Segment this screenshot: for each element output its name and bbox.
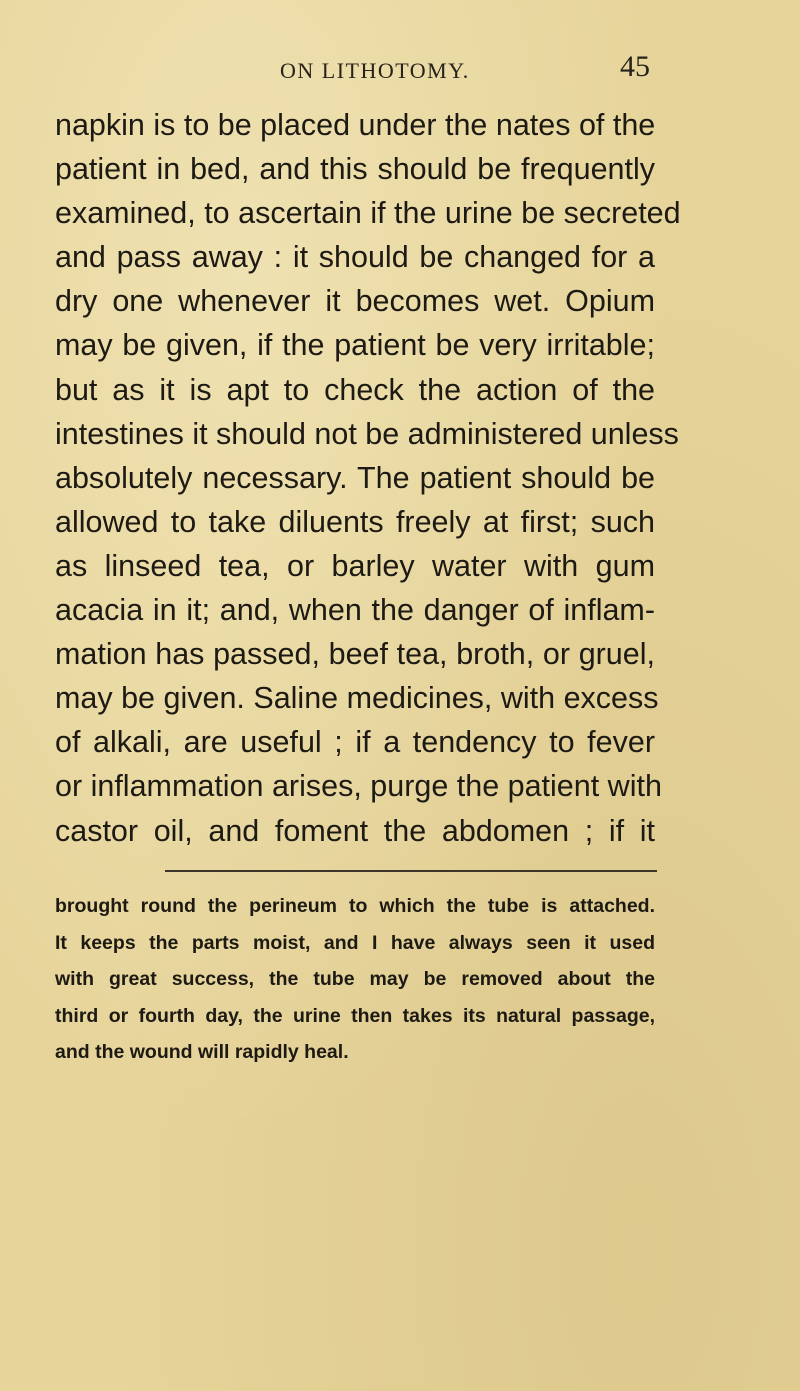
body-line: may be given, if the patient be very irritable; (55, 328, 655, 363)
body-line: mation has passed, beef tea, broth, or gruel, (55, 637, 655, 672)
body-line: intestines it should not be administered unless (55, 416, 679, 451)
footnote-divider (165, 870, 657, 872)
page-number: 45 (620, 50, 650, 83)
running-head: ON LITHOTOMY. (280, 58, 470, 83)
body-line: but as it is apt to check the action of the (55, 372, 655, 407)
footnote-line: brought round the perineum to which the tube is attached. (55, 895, 655, 917)
body-line: examined, to ascertain if the urine be secreted (55, 196, 681, 231)
footnote-line: and the wound will rapidly heal. (55, 1041, 349, 1064)
footnote-line: It keeps the parts moist, and I have always seen it used (55, 931, 655, 954)
body-line: acacia in it; and, when the danger of inflam- (55, 593, 655, 628)
body-line: as linseed tea, or barley water with gum (55, 548, 655, 583)
body-line: of alkali, are useful ; if a tendency to fever (55, 725, 655, 760)
body-line: napkin is to be placed under the nates of the (55, 108, 656, 142)
body-line: dry one whenever it becomes wet. Opium (55, 284, 655, 319)
body-line: absolutely necessary. The patient should be (55, 460, 655, 495)
body-line: or inflammation arises, purge the patient with (55, 769, 662, 804)
body-text (55, 103, 681, 853)
body-line: patient in bed, and this should be frequently (55, 152, 655, 187)
footnote-line: third or fourth day, the urine then takes its natural passage, (55, 1004, 655, 1027)
body-line: castor oil, and foment the abdomen ; if it (55, 813, 655, 848)
body-line: may be given. Saline medicines, with excess (55, 681, 659, 716)
footnote (55, 888, 655, 1071)
footnote-line: with great success, the tube may be removed about the (55, 968, 655, 991)
body-line: allowed to take diluents freely at first; such (55, 504, 655, 539)
body-line: and pass away : it should be changed for a (55, 240, 655, 275)
